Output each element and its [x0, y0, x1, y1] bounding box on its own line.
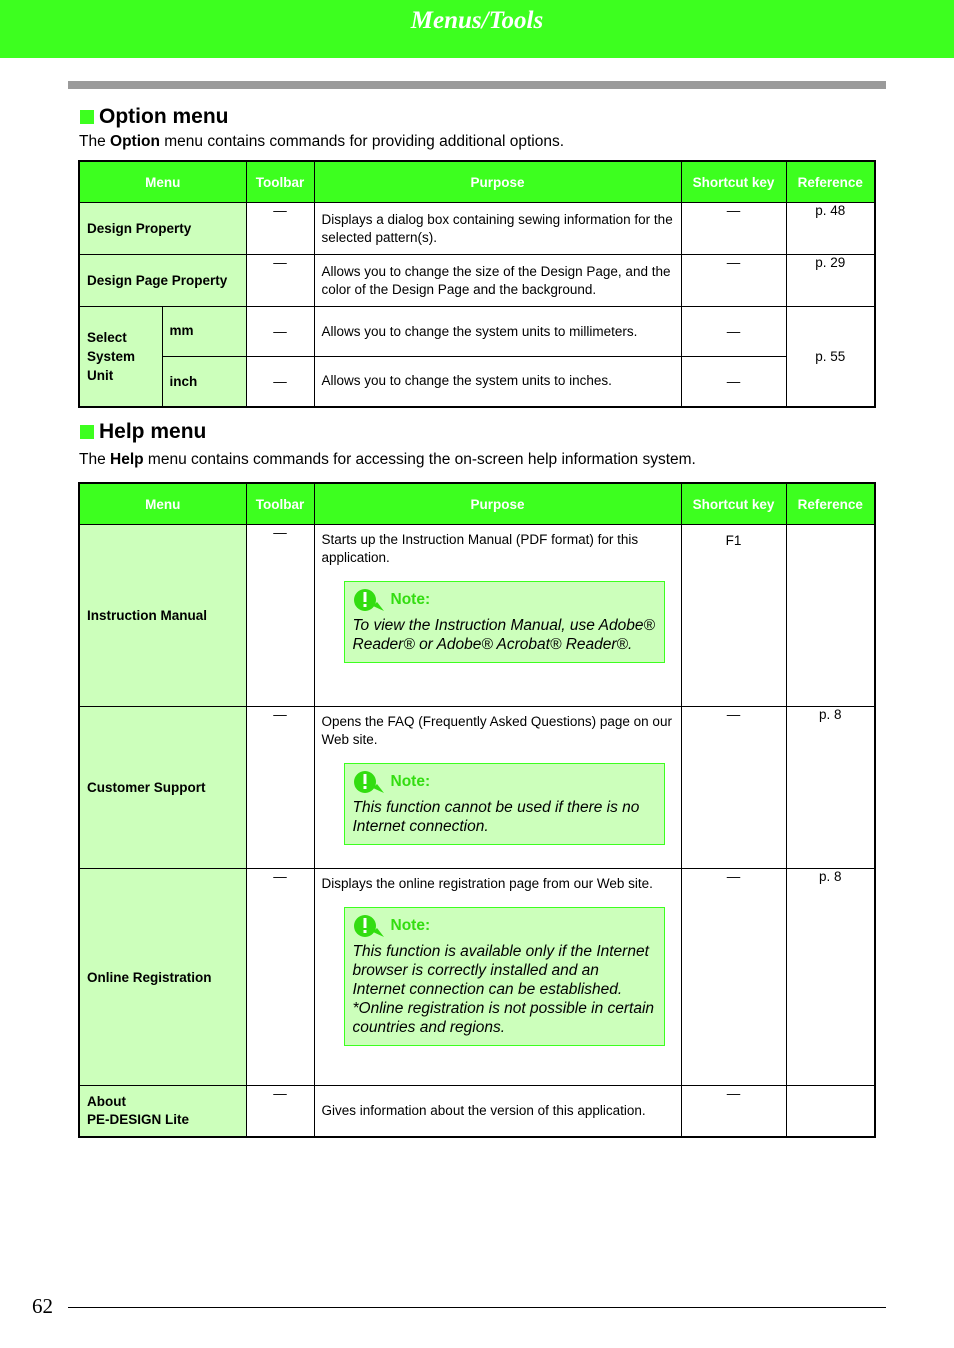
note-exclamation-icon: [353, 588, 385, 612]
menu-name: Customer Support: [79, 707, 246, 869]
square-bullet-icon: [80, 425, 94, 439]
toolbar-value: —: [246, 869, 314, 1086]
option-menu-heading: Option menu: [80, 104, 229, 130]
shortcut-value: —: [681, 869, 786, 1086]
purpose-cell: [314, 525, 681, 707]
note-box: [344, 763, 665, 845]
toolbar-value: —: [246, 307, 314, 357]
page-number: 62: [32, 1294, 53, 1318]
table-header-row: [79, 483, 875, 525]
menu-name: Design Page Property: [79, 255, 246, 307]
purpose-text: Allows you to change the system units to inches.: [314, 357, 681, 407]
help-menu-intro: The Help menu contains commands for accessing the on-screen help information system.: [79, 451, 696, 468]
toolbar-value: —: [246, 203, 314, 255]
table-row: [79, 707, 875, 869]
purpose-text: Starts up the Instruction Manual (PDF format) for this application.: [321, 532, 639, 565]
menu-name: About PE-DESIGN Lite: [79, 1086, 246, 1137]
help-menu-heading: Help menu: [80, 419, 206, 445]
menu-name: Online Registration: [79, 869, 246, 1086]
reference-value: p. 29: [786, 255, 875, 307]
note-label: Note:: [390, 773, 431, 790]
menu-name: Instruction Manual: [79, 525, 246, 707]
table-header-row: [79, 161, 875, 203]
note-box: [344, 581, 665, 663]
reference-value: [786, 525, 875, 707]
shortcut-value: F1: [681, 525, 786, 707]
note-label: Note:: [390, 591, 431, 608]
note-text: This function is available only if the Internet browser is correctly installed and an Internet connection can be established. *Online registration is not possible in certain countries and regions.: [352, 943, 655, 1036]
purpose-text: Gives information about the version of this application.: [314, 1086, 681, 1137]
toolbar-value: —: [246, 1086, 314, 1137]
square-bullet-icon: [80, 110, 94, 124]
reference-value: p. 55: [786, 307, 875, 407]
table-row: [79, 869, 875, 1086]
footer-divider: [68, 1307, 886, 1308]
purpose-text: Displays the online registration page from our Web site.: [321, 876, 653, 891]
table-row: [79, 307, 875, 357]
table-row: [79, 1086, 875, 1137]
help-menu-table: [78, 482, 876, 1138]
reference-value: [786, 1086, 875, 1137]
shortcut-value: —: [681, 307, 786, 357]
purpose-text: Allows you to change the system units to millimeters.: [314, 307, 681, 357]
toolbar-value: —: [246, 255, 314, 307]
shortcut-value: —: [681, 203, 786, 255]
option-menu-table: [78, 160, 876, 408]
note-label: Note:: [390, 917, 431, 934]
menu-name: Design Property: [79, 203, 246, 255]
note-exclamation-icon: [353, 914, 385, 938]
column-header-purpose: Purpose: [314, 483, 681, 525]
column-header-menu: Menu: [79, 161, 246, 203]
note-box: [344, 907, 665, 1046]
header-divider: [68, 81, 886, 89]
column-header-menu: Menu: [79, 483, 246, 525]
page-header-title: Menus/Tools: [410, 7, 544, 34]
column-header-shortcut: Shortcut key: [681, 483, 786, 525]
reference-value: p. 48: [786, 203, 875, 255]
toolbar-value: —: [246, 525, 314, 707]
shortcut-value: —: [681, 1086, 786, 1137]
option-menu-intro: The Option menu contains commands for providing additional options.: [79, 133, 565, 150]
column-header-purpose: Purpose: [314, 161, 681, 203]
table-row: [79, 203, 875, 255]
table-row: [79, 255, 875, 307]
reference-value: p. 8: [786, 869, 875, 1086]
table-row: [79, 525, 875, 707]
column-header-toolbar: Toolbar: [246, 161, 314, 203]
purpose-cell: [314, 869, 681, 1086]
table-row: [79, 357, 875, 407]
purpose-text: Opens the FAQ (Frequently Asked Questions) page on our Web site.: [321, 714, 672, 747]
purpose-cell: [314, 707, 681, 869]
submenu-name: inch: [162, 357, 246, 407]
reference-value: p. 8: [786, 707, 875, 869]
column-header-toolbar: Toolbar: [246, 483, 314, 525]
note-text: To view the Instruction Manual, use Adobe® Reader® or Adobe® Acrobat® Reader®.: [352, 617, 655, 653]
purpose-text: Allows you to change the size of the Design Page, and the color of the Design Page and the background.: [314, 255, 681, 307]
column-header-reference: Reference: [786, 161, 875, 203]
purpose-text: Displays a dialog box containing sewing information for the selected pattern(s).: [314, 203, 681, 255]
toolbar-value: —: [246, 707, 314, 869]
shortcut-value: —: [681, 255, 786, 307]
toolbar-value: —: [246, 357, 314, 407]
column-header-shortcut: Shortcut key: [681, 161, 786, 203]
note-exclamation-icon: [353, 770, 385, 794]
note-text: This function cannot be used if there is no Internet connection.: [352, 799, 640, 835]
column-header-reference: Reference: [786, 483, 875, 525]
submenu-name: mm: [162, 307, 246, 357]
shortcut-value: —: [681, 707, 786, 869]
menu-name-select-system-unit: Select System Unit: [79, 307, 162, 407]
shortcut-value: —: [681, 357, 786, 407]
